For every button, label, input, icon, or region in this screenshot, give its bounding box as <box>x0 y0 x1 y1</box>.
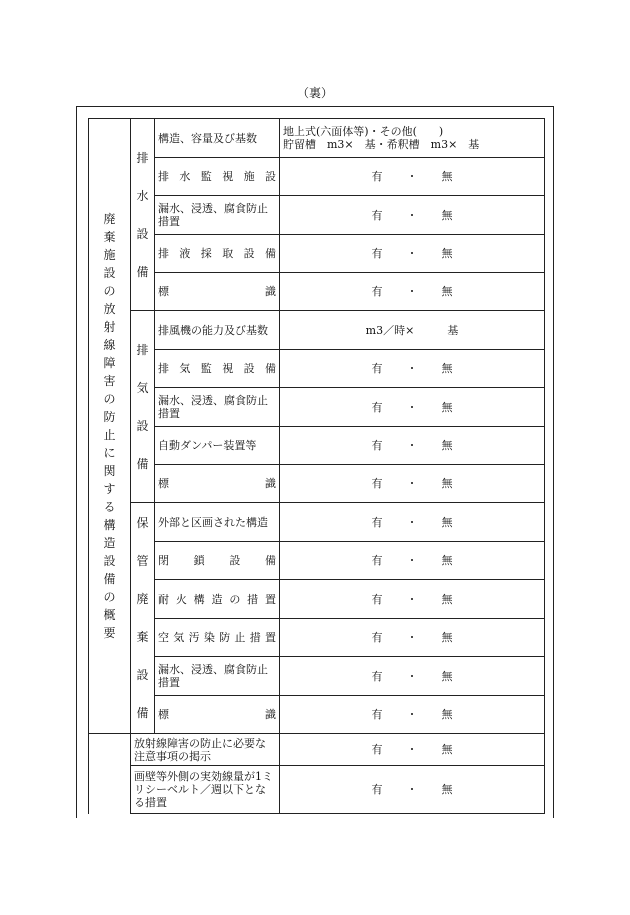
main-category-text: 廃棄施設の放射線障害の防止に関する構造設備の概要 <box>103 212 116 640</box>
no-option[interactable]: 無 <box>441 362 453 375</box>
separator-dot: ・ <box>406 592 418 606</box>
yes-no-field[interactable] <box>280 503 545 542</box>
item-cell <box>131 734 280 766</box>
item-label: 標識 <box>158 285 276 298</box>
yes-no-field[interactable] <box>280 542 545 580</box>
separator-dot: ・ <box>406 477 418 490</box>
item-label: 自動ダンパー装置等 <box>158 439 257 452</box>
item-cell <box>155 503 280 542</box>
blank-category-cell <box>89 734 131 814</box>
item-label: 放射線障害の防止に必要な注意事項の掲示 <box>134 736 266 763</box>
item-label: 排気監視設備 <box>158 362 276 375</box>
yes-no-field[interactable] <box>280 427 545 465</box>
no-option[interactable]: 無 <box>441 743 453 756</box>
separator-dot: ・ <box>406 362 418 375</box>
item-cell <box>155 350 280 388</box>
yes-option[interactable]: 有 <box>371 515 383 529</box>
item-label: 標識 <box>158 708 276 721</box>
item-cell <box>155 119 280 158</box>
yes-no-field[interactable] <box>280 388 545 427</box>
item-cell <box>155 465 280 503</box>
group-text-exhaust: 排気設備 <box>136 342 149 471</box>
no-option[interactable]: 無 <box>441 170 453 183</box>
separator-dot: ・ <box>406 554 418 567</box>
yes-option[interactable]: 有 <box>371 631 383 644</box>
separator-dot: ・ <box>406 743 418 756</box>
no-option[interactable]: 無 <box>441 708 453 721</box>
yes-no-field[interactable] <box>280 657 545 696</box>
separator-dot: ・ <box>406 247 418 260</box>
separator-dot: ・ <box>406 783 418 796</box>
separator-dot: ・ <box>406 631 418 644</box>
yes-option[interactable]: 有 <box>371 208 383 222</box>
yes-no-field[interactable] <box>280 734 545 766</box>
no-option[interactable]: 無 <box>441 631 453 644</box>
group-label-exhaust <box>131 311 155 503</box>
yes-no-field[interactable] <box>280 196 545 235</box>
yes-no-field[interactable] <box>280 696 545 734</box>
value-cell <box>280 119 545 158</box>
group-text-drainage: 排水設備 <box>136 150 149 279</box>
no-option[interactable]: 無 <box>441 783 453 796</box>
item-cell <box>155 196 280 235</box>
item-cell <box>155 657 280 696</box>
item-label: 漏水、浸透、腐食防止措置 <box>158 663 268 689</box>
capacity-field[interactable] <box>280 311 545 350</box>
storage-type-line: 地上式(六面体等)・その他( ) <box>283 125 444 138</box>
yes-option[interactable]: 有 <box>371 708 383 721</box>
item-cell <box>155 580 280 619</box>
yes-option[interactable]: 有 <box>371 743 383 756</box>
item-label: 標識 <box>158 477 276 490</box>
group-label-storage <box>131 503 155 734</box>
item-cell <box>155 158 280 196</box>
yes-option[interactable]: 有 <box>371 439 383 452</box>
item-label: 排水監視施設 <box>158 170 276 183</box>
group-label-drainage <box>131 119 155 311</box>
yes-option[interactable]: 有 <box>371 247 383 260</box>
yes-option[interactable]: 有 <box>371 400 383 414</box>
item-label: 耐火構造の措置 <box>158 592 276 606</box>
no-option[interactable]: 無 <box>441 554 453 567</box>
page-header: （裏） <box>296 86 333 100</box>
separator-dot: ・ <box>406 208 418 222</box>
item-label: 漏水、浸透、腐食防止措置 <box>158 394 268 420</box>
no-option[interactable]: 無 <box>441 285 453 298</box>
item-cell <box>131 766 280 814</box>
no-option[interactable]: 無 <box>441 592 453 606</box>
item-label: 漏水、浸透、腐食防止措置 <box>158 202 268 228</box>
yes-option[interactable]: 有 <box>371 554 383 567</box>
yes-option[interactable]: 有 <box>371 783 383 796</box>
tank-capacity-line: 貯留槽 m3× 基・希釈槽 m3× 基 <box>283 138 480 151</box>
no-option[interactable]: 無 <box>441 515 453 529</box>
separator-dot: ・ <box>406 400 418 414</box>
item-label: 閉鎖設備 <box>158 554 276 567</box>
yes-no-field[interactable] <box>280 273 545 311</box>
item-label: 画壁等外側の実効線量が1ミリシーベルト／週以下となる措置 <box>134 770 273 809</box>
item-label: 排液採取設備 <box>158 247 276 260</box>
yes-no-field[interactable] <box>280 580 545 619</box>
no-option[interactable]: 無 <box>441 439 453 452</box>
fan-capacity-text: m3／時× 基 <box>365 323 459 337</box>
item-label: 排風機の能力及び基数 <box>158 323 268 337</box>
separator-dot: ・ <box>406 439 418 452</box>
separator-dot: ・ <box>406 170 418 183</box>
yes-option[interactable]: 有 <box>371 285 383 298</box>
item-label: 外部と区画された構造 <box>158 515 268 529</box>
item-cell <box>155 542 280 580</box>
item-cell <box>155 696 280 734</box>
separator-dot: ・ <box>406 515 418 529</box>
item-cell <box>155 388 280 427</box>
item-label: 空気汚染防止措置 <box>158 631 276 644</box>
no-option[interactable]: 無 <box>441 247 453 260</box>
yes-no-field[interactable] <box>280 350 545 388</box>
group-text-storage: 保管廃棄設備 <box>136 516 149 720</box>
yes-no-field[interactable] <box>280 235 545 273</box>
separator-dot: ・ <box>406 285 418 298</box>
yes-no-field[interactable] <box>280 766 545 814</box>
main-category-label <box>89 119 131 734</box>
item-cell <box>155 427 280 465</box>
item-cell <box>155 311 280 350</box>
separator-dot: ・ <box>406 708 418 721</box>
yes-option[interactable]: 有 <box>371 592 383 606</box>
form-table <box>88 118 545 814</box>
item-cell <box>155 619 280 657</box>
yes-option[interactable]: 有 <box>371 362 383 375</box>
no-option[interactable]: 無 <box>441 208 453 222</box>
yes-no-field[interactable] <box>280 465 545 503</box>
yes-no-field[interactable] <box>280 158 545 196</box>
no-option[interactable]: 無 <box>441 669 453 683</box>
separator-dot: ・ <box>406 669 418 683</box>
yes-no-field[interactable] <box>280 619 545 657</box>
no-option[interactable]: 無 <box>441 400 453 414</box>
item-cell <box>155 235 280 273</box>
yes-option[interactable]: 有 <box>371 477 383 490</box>
yes-option[interactable]: 有 <box>371 669 383 683</box>
yes-option[interactable]: 有 <box>371 170 383 183</box>
item-label: 構造、容量及び基数 <box>158 131 257 145</box>
no-option[interactable]: 無 <box>441 477 453 490</box>
item-cell <box>155 273 280 311</box>
